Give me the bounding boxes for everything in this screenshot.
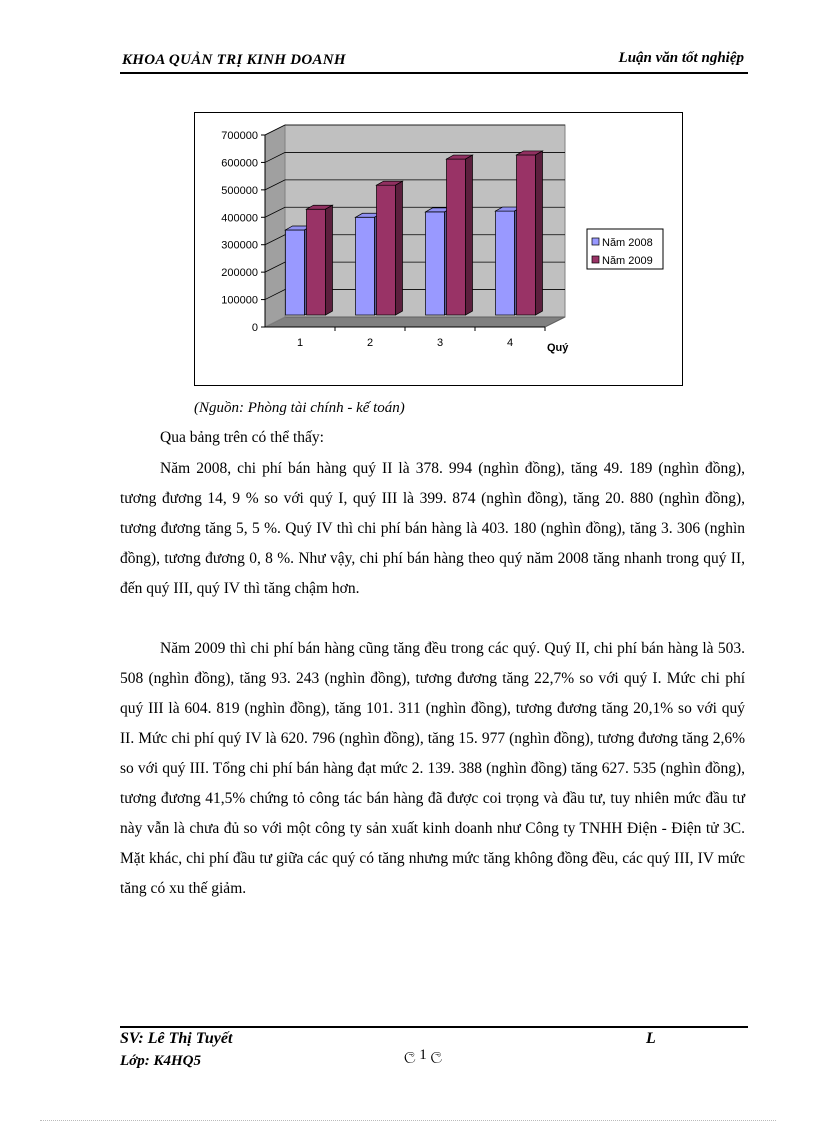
page-number: ල 1 ල (404, 1047, 442, 1063)
legend-swatch-1 (592, 238, 599, 245)
legend-label-1: Năm 2008 (602, 237, 653, 249)
y-tick-label: 200000 (221, 267, 258, 280)
footer-rule (120, 1026, 748, 1028)
footer-student: SV: Lê Thị Tuyết (120, 1030, 233, 1047)
header-faculty: KHOA QUẢN TRỊ KINH DOANH (122, 52, 346, 68)
y-tick-label: 300000 (221, 239, 258, 252)
chart-floor (265, 317, 565, 327)
bar-năm-2009-q4 (517, 151, 543, 315)
x-tick-label: 3 (436, 337, 444, 349)
chart-svg (195, 113, 682, 385)
lead-sentence: Qua bảng trên có thể thấy: (160, 429, 324, 446)
x-axis-label: Quý (547, 342, 569, 354)
x-tick-label: 2 (366, 337, 374, 349)
page-bottom-edge (40, 1120, 776, 1121)
paragraph-2008: Năm 2008, chi phí bán hàng quý II là 378. 994 (nghìn đồng), tăng 49. 189 (nghìn đồng), tương đương 14, 9 % so với quý I, quý III là 399. 874 (nghìn đồng), tăng 20. 880 (nghìn đồng), tương đương tăng 5, 5 %. Quý IV thì chi phí bán hàng là 403. 180 (nghìn đồng), tăng 3. 306 (nghìn đồng), tương đương 0, 8 %. Như vậy, chi phí bán hàng theo quý năm 2008 tăng nhanh trong quý II, đến quý III, quý IV thì tăng chậm hơn. (120, 460, 745, 597)
y-tick-label: 100000 (221, 294, 258, 307)
bar-chart (194, 112, 683, 386)
bar-năm-2009-q1 (307, 205, 333, 315)
bar-năm-2009-q3 (447, 155, 473, 315)
y-tick-label: 600000 (221, 157, 258, 170)
y-tick-label: 500000 (221, 184, 258, 197)
y-tick-label: 700000 (221, 130, 258, 142)
page-header (120, 50, 748, 74)
legend-label-2: Năm 2009 (602, 255, 653, 267)
x-tick-label: 1 (296, 337, 304, 349)
footer-class: Lớp: K4HQ5 (120, 1053, 201, 1069)
chart-side-wall (265, 125, 285, 327)
paragraph-2009: Năm 2009 thì chi phí bán hàng cũng tăng đều trong các quý. Quý II, chi phí bán hàng là 503. 508 (nghìn đồng), tăng 93. 243 (nghìn đồng), tương đương tăng 22,7% so với quý I. Mức chi phí quý III là 604. 819 (nghìn đồng), tăng 101. 311 (nghìn đồng), tương đương tăng 20,1% so với quý II. Mức chi phí quý IV là 620. 796 (nghìn đồng), tăng 15. 977 (nghìn đồng), tương đương tăng 2,6% so với quý III. Tổng chi phí bán hàng đạt mức 2. 139. 388 (nghìn đồng) tăng 627. 535 (nghìn đồng), tương đương 41,5% chứng tỏ công tác bán hàng đã được coi trọng và đầu tư, tuy nhiên mức đầu tư này vẫn là chưa đủ so với một công ty sản xuất kinh doanh như Công ty TNHH Điện - Điện tử 3C. Mặt khác, chi phí đầu tư giữa các quý có tăng nhưng mức tăng không đồng đều, các quý III, IV mức tăng có xu thế giảm. (120, 640, 745, 897)
bar-năm-2009-q2 (377, 181, 403, 315)
source-note: (Nguồn: Phòng tài chính - kế toán) (194, 400, 405, 416)
x-tick-label: 4 (506, 337, 514, 349)
y-tick-label: 400000 (221, 212, 258, 225)
legend-swatch-2 (592, 256, 599, 263)
footer-right-mark: L (646, 1030, 656, 1047)
header-thesis-label: Luận văn tốt nghiệp (618, 50, 744, 66)
y-tick-label: 0 (251, 322, 258, 334)
